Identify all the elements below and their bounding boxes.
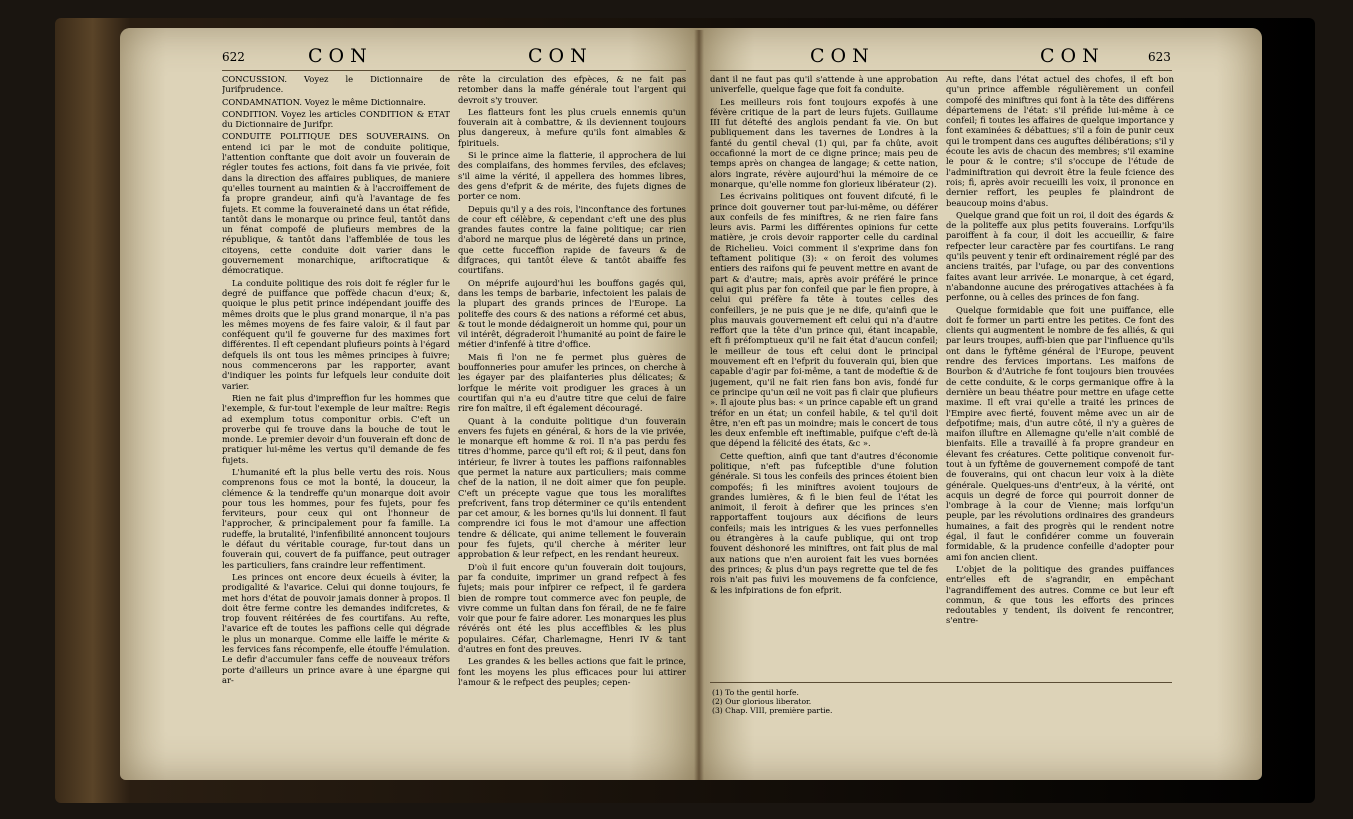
paragraph: L'objet de la politique des grandes puiffances entr'elles eft de s'agrandir, en empêchant l'agrandiffement des autres. Comme ce but leur eft commun, & que tous les efforts des princes redoutables y tendent, ils doivent fe rencontrer, s'entre- [946,563,1174,626]
left-column-1 [222,74,450,774]
left-running-head-2: CON [528,45,593,67]
paragraph: CONCUSSION. Voyez le Dictionnaire de Jurifprudence. [222,74,450,95]
paragraph: Si le prince aime la flatterie, il approchera de lui des complaifans, des hommes ferviles, des efclaves; s'il aime la vérité, il appellera des hommes libres, des gens d'efprit & de mérite, des fujets dignes de porter ce nom. [458,150,686,202]
paragraph: CONDUITE POLITIQUE DES SOUVERAINS. On entend ici par le mot de conduite politique, l'attention conftante que doit avoir un fouverain de régler toutes fes actions, foit dans fa vie privée, foit dans la direction des affaires publiques, de maniere qu'elles tournent au maintien & à l'accroiffement de fa propre grandeur, ainfi qu'à l'avantage de fes fujets. Et comme la fouveraineté dans un état réfide, tantôt dans le monarque ou prince feul, tantôt dans un fénat compofé de plufieurs membres de la république, & tantôt dans l'affemblée de tous les citoyens, cette conduite doit varier dans le gouvernement monarchique, ariftocratique & démocratique. [222,131,450,276]
paragraph: On méprife aujourd'hui les bouffons gagés qui, dans les temps de barbarie, infectoient les palais de la plupart des grands princes de l'Europe. La politeffe des cours & des nations a réformé cet abus, & tout le monde dédaigneroit un homme qui, pour un vil intérêt, dégraderoit l'humanité au point de faire le métier d'infenfé à titre d'office. [458,277,686,350]
paragraph: Quelque formidable que foit une puiffance, elle doit fe former un parti entre les petites. Ce font des clients qui augmentent le nombre de fes alliés, & qui par leurs troupes, auffi-bien que par l'influence qu'ils ont dans le fyftême général de l'Europe, peuvent rendre des fervices importans. Les maifons de Bourbon & d'Autriche fe font toujours bien trouvées de cette conduite, & le corps germanique offre à la dernière un beau théatre pour mettre en ufage cette maxime. Il eft vrai qu'elle a traité les princes de l'Empire avec fierté, fouvent même avec un air de defpotifme; mais, d'un autre côté, il n'y a guères de maifon illuftre en Allemagne qu'elle n'ait comblé de bienfaits. Elle a travaillé à fa propre grandeur en élevant fes créatures. Cette politique convenoit fur-tout à un fyftême de gouvernement compofé de tant de fouverains, qui ont chacun leur voix à la diète générale. Quelques-uns d'entr'eux, à la vérité, ont acquis un degré de force qui pourroit donner de l'ombrage à la cour de Vienne; mais lorfqu'un peuple, par les révolutions ordinaires des grandeurs humaines, a fait des progrès qui le rendent notre égal, il faut le confidérer comme un fouverain formidable, & la prudence confeille d'adopter pour ami fon ancien client. [946,304,1174,562]
paragraph: Cette queftion, ainfi que tant d'autres d'économie politique, n'eft pas fufceptible d'une folution générale. Si tous les confeils des princes étoient bien compofés; fi les miniftres avoient toujours de grandes lumières, & fi le bien feul de l'état les animoit, il feroit à defirer que les princes s'en rapportaffent toujours aux décifions de leurs confeils; mais les intrigues & les vues perfonnelles ou étrangères à la caufe publique, qui ont trop fouvent déshonoré les miniftres, ont fait plus de mal aux nations que n'en auroient fait les vues bornées des princes; & plus d'un pays regrette que tel de fes rois n'ait pas fuivi les mouvemens de fa confcience, & les infpirations de fon efprit. [710,450,938,595]
footnote-1: (1) To the gentil horfe. [712,688,799,697]
paragraph: rête la circulation des efpèces, & ne fait pas retomber dans la maffe générale tout l'argent qui devroit s'y trouver. [458,74,686,105]
paragraph: Les princes ont encore deux écueils à éviter, la prodigalité & l'avarice. Celui qui donne toujours, fe met hors d'état de pouvoir jamais donner à propos. Il doit être ferme contre les demandes indifcretes, & trop fouvent réitérées de fes courtifans. Au refte, l'avarice eft de toutes les paffions celle qui dégrade le plus un monarque. Comme elle laiffe le mérite & les fervices fans récompenfe, elle étouffe l'émulation. Le defir d'accumuler fans ceffe de nouveaux tréfors porte d'ailleurs un prince avare à une épargne qui ar- [222,571,450,685]
right-column-2 [946,74,1174,774]
paragraph: Mais fi l'on ne fe permet plus guères de bouffonneries pour amufer les princes, on cherche à les égayer par des plaifanteries plus délicates; & lorfque le mérite voit prodiguer les graces à un courtifan qui n'a eu d'autre titre que celui de faire rire fon maître, il eft également découragé. [458,351,686,414]
right-page-number: 623 [1148,50,1171,64]
paragraph: D'où il fuit encore qu'un fouverain doit toujours, par fa conduite, imprimer un grand refpect à fes fujets; mais pour infpirer ce refpect, il fe gardera bien de rompre tout commerce avec fon peuple, de vivre comme un fultan dans fon férail, de ne fe faire voir que pour fe faire adorer. Les monarques les plus révérés ont été les plus acceffibles & les plus populaires. Céfar, Charlemagne, Henri IV & tant d'autres en font des preuves. [458,561,686,655]
paragraph: Quant à la conduite politique d'un fouverain envers fes fujets en général, & hors de la vie privée, le monarque eft homme & roi. Il n'a pas perdu fes titres d'homme, parce qu'il eft roi; & il peut, dans fon intérieur, fe livrer à toutes les paffions raifonnables que permet la nature aux particuliers; mais comme chef de la nation, il ne doit aimer que fon peuple. C'eft un précepte vague que tous les moraliftes prefcrivent, fans trop déterminer ce qu'ils entendent par cet amour, & les bornes qu'ils lui donnent. Il faut comprendre ici fous le mot d'amour une affection tendre & délicate, qui anime tellement le fouverain pour fes fujets, qu'il cherche à mériter leur approbation & leur refpect, en les rendant heureux. [458,415,686,560]
left-page-number: 622 [222,50,245,64]
paragraph: dant il ne faut pas qu'il s'attende à une approbation univerfelle, quelque fage que foit fa conduite. [710,74,938,95]
book-gutter [694,30,704,780]
left-running-head-1: CON [308,45,373,67]
paragraph: Les écrivains politiques ont fouvent difcuté, fi le prince doit gouverner tout par-lui-même, ou déférer aux confeils de fes miniftres, & ne rien faire fans leurs avis. Parmi les différentes opinions fur cette matière, je crois devoir rapporter celle du cardinal de Richelieu. Voici comment il s'exprime dans fon teftament politique (3): « on feroit des volumes entiers des raifons qui fe peuvent mettre en avant de part & d'autre; mais, après avoir préféré le prince qui agit plus par fon confeil que par le fien propre, à celui qui préfère fa tête à toutes celles des confeillers, je ne puis que je ne dife, qu'ainfi que le plus mauvais gouvernement eft celui qui n'a d'autre reffort que la tête d'un prince qui, étant incapable, eft fi préfomptueux qu'il ne fait état d'aucun confeil; le meilleur de tous eft celui dont le principal mouvement eft en l'efprit du fouverain qui, bien que capable d'agir par foi-même, a tant de modeftie & de jugement, qu'il ne fait rien fans bon avis, fondé fur ce principe qu'un œil ne voit pas fi clair que plufieurs ». Il ajoute plus bas: « un prince capable eft un grand tréfor en un état; un confeil habile, & tel qu'il doit être, n'en eft pas un moindre; mais le concert de tous les deux enfemble eft ineftimable, puifque c'eft de-là que dépend la félicité des états, &c ». [710,191,938,449]
paragraph: Rien ne fait plus d'impreffion fur les hommes que l'exemple, & fur-tout l'exemple de leur maître: Regis ad exemplum totus componitur orbis. C'eft un proverbe qui fe trouve dans la bouche de tout le monde. Le premier devoir d'un fouverain eft donc de pratiquer lui-même les vertus qu'il demande de fes fujets. [222,392,450,465]
paragraph: La conduite politique des rois doit fe régler fur le degré de puiffance que poffède chacun d'eux; &, quoique le plus petit prince indépendant jouiffe des mêmes droits que le plus grand monarque, il n'a pas les mêmes moyens de fes faire valoir, & il faut par conféquent qu'il fe gouverne fur des maximes fort différentes. Il eft cependant plufieurs points à l'égard defquels ils ont tous les mêmes principes à fuivre; nous commencerons par les rapporter, avant d'indiquer les points fur lefquels leur conduite doit varier. [222,277,450,391]
paragraph: L'humanité eft la plus belle vertu des rois. Nous comprenons fous ce mot la bonté, la douceur, la clémence & la tendreffe qu'un monarque doit avoir pour tous les hommes, pour fes fujets, pour fes ferviteurs, pour ceux qui ont l'honneur de l'approcher, & principalement pour fa famille. La rudeffe, la brutalité, l'infenfibilité annoncent toujours le défaut du véritable courage, fur-tout dans un fouverain qui, couvert de fa puiffance, peut outrager les particuliers, fans craindre leur reffentiment. [222,466,450,570]
left-header-rule [222,70,686,71]
footnote-3: (3) Chap. VIII, première partie. [712,706,833,715]
paragraph: Les meilleurs rois font toujours expofés à une févère critique de la part de leurs fujets. Guillaume III fut détefté des anglois pendant fa vie. On but publiquement dans les tavernes de Londres à la fanté du gentil cheval (1) qui, par fa chûte, avoit occafionné la mort de ce digne prince; mais peu de temps après on changea de langage; & cette nation, alors ingrate, révère aujourd'hui la mémoire de ce monarque, qu'elle nomme fon glorieux libérateur (2). [710,96,938,189]
paragraph: Les flatteurs font les plus cruels ennemis qu'un fouverain ait à combattre, & ils deviennent toujours plus dangereux, à mefure qu'ils font aimables & fpirituels. [458,106,686,148]
paragraph: Depuis qu'il y a des rois, l'inconftance des fortunes de cour eft célèbre, & cependant c'eft une des plus grandes fautes contre la faine politique; car rien d'abord ne marque plus de légèreté dans un prince, que cette fucceffion rapide de faveurs & de difgraces, qui tantôt éleve & tantôt abaiffe fes courtifans. [458,203,686,276]
paragraph: Les grandes & les belles actions que fait le prince, font les moyens les plus efficaces pour lui attirer l'amour & le refpect des peuples; cepen- [458,656,686,687]
footnote-2: (2) Our glorious liberator. [712,697,812,706]
left-column-2 [458,74,686,774]
footnote-rule [710,682,1172,683]
footnotes [712,688,1012,715]
paragraph: Quelque grand que foit un roi, il doit des égards & de la politeffe aux plus petits fouverains. Lorfqu'ils paroiffent à fa cour, il doit les accueillir, & faire refpecter leur caractère par fes courtifans. Le rang qu'ils peuvent y tenir eft ordinairement réglé par des anciens traités, par l'ufage, ou par des conventions faites avant leur arrivée. Le monarque, à cet égard, n'abandonne aucune des prérogatives attachées à fa perfonne, ou à celles des princes de fon fang. [946,209,1174,303]
right-running-head-1: CON [810,45,875,67]
paragraph: CONDAMNATION. Voyez le même Dictionnaire. [222,96,426,107]
paragraph: CONDITION. Voyez les articles CONDITION & ETAT du Dictionnaire de Jurifpr. [222,108,450,130]
paragraph: Au refte, dans l'état actuel des chofes, il eft bon qu'un prince affemble régulièrement un confeil compofé des miniftres qui font à la tête des différens départemens de l'état: s'il préfide lui-même à ce confeil; fi toutes les affaires de quelque importance y font examinées & débattues; s'il a foin de punir ceux qui le trompent dans ces auguftes délibérations; s'il y écoute les avis de chacun des membres; s'il examine le pour & le contre; s'il s'occupe de l'étude de l'adminiftration qui devroit être la feule fcience des rois; fi, après avoir recueilli les voix, il prononce en dernier reffort, les peuples fe plaindront de beaucoup moins d'abus. [946,74,1174,208]
right-running-head-2: CON [1040,45,1105,67]
right-header-rule [710,70,1172,71]
right-column-1 [710,74,938,674]
